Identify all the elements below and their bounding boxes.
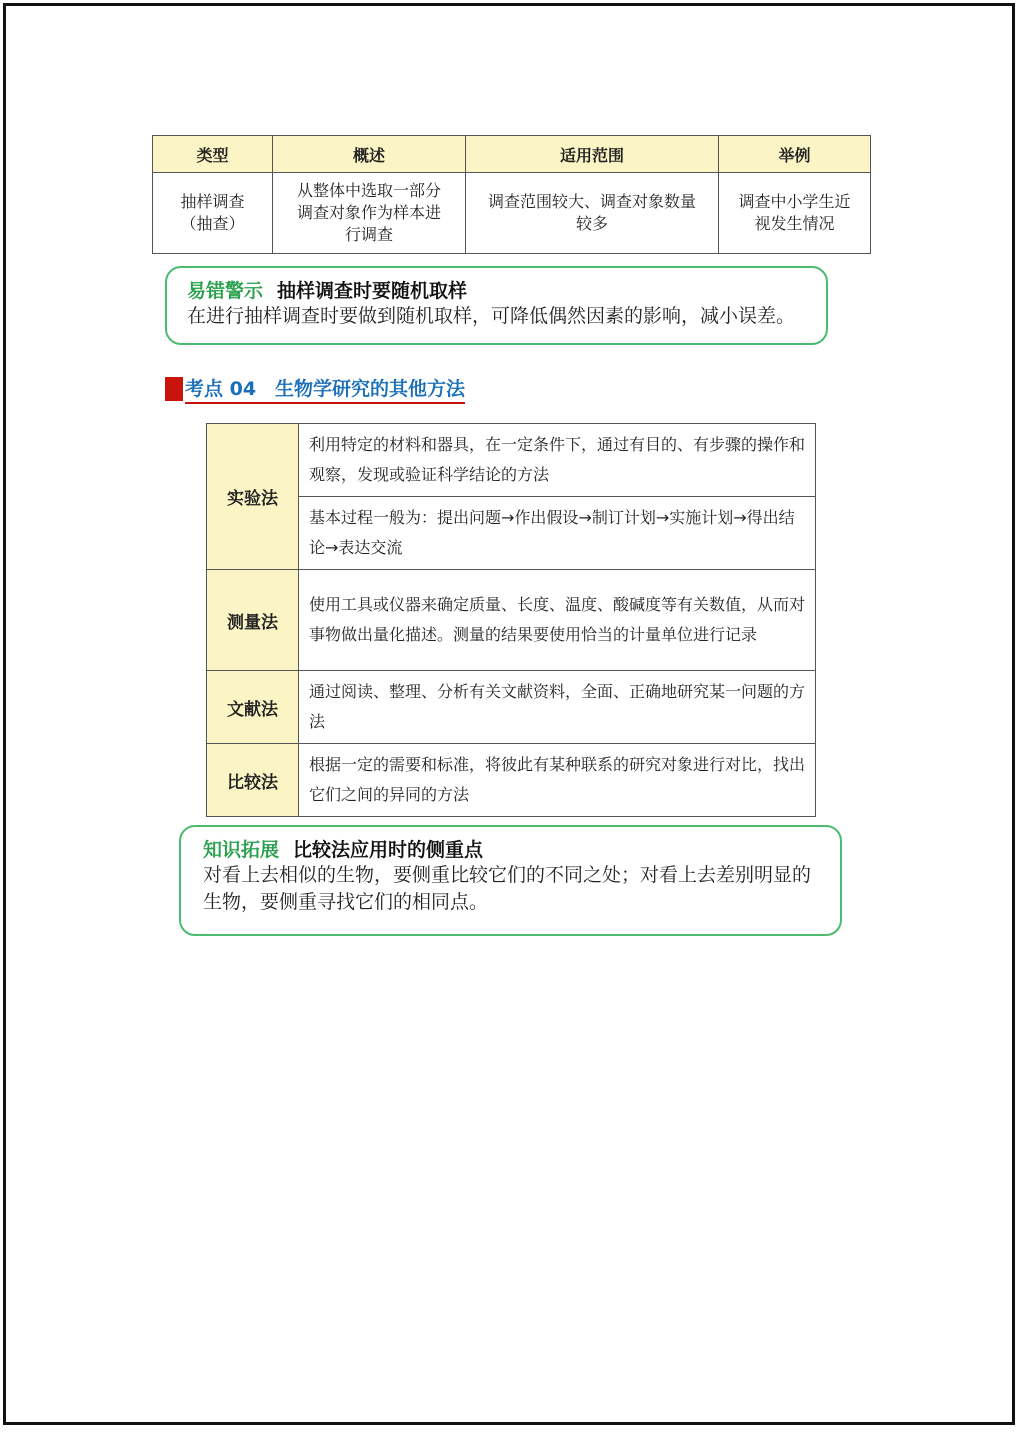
- extension-tag: 知识拓展: [203, 839, 280, 861]
- method-desc-experiment: 利用特定的材料和器具，在一定条件下，通过有目的、有步骤的操作和观察，发现或验证科学结论的方法: [299, 424, 816, 497]
- method-process-experiment: 基本过程一般为：提出问题→作出假设→制订计划→实施计划→得出结论→表达交流: [299, 497, 816, 570]
- warning-callout: [165, 266, 828, 345]
- table-row: [207, 671, 816, 744]
- header-type: 类型: [153, 136, 273, 173]
- table-header-row: [153, 136, 871, 173]
- sampling-survey-table: [152, 135, 871, 254]
- cell-overview: 从整体中选取一部分 调查对象作为样本进 行调查: [273, 173, 466, 254]
- header-scope: 适用范围: [466, 136, 719, 173]
- method-desc-comparison: 根据一定的需要和标准，将彼此有某种联系的研究对象进行对比，找出它们之间的异同的方法: [299, 744, 816, 817]
- warning-heading: [187, 276, 806, 303]
- header-overview: 概述: [273, 136, 466, 173]
- section-marker: [165, 377, 183, 401]
- table-row: [207, 424, 816, 497]
- method-desc-literature: 通过阅读、整理、分析有关文献资料，全面、正确地研究某一问题的方法: [299, 671, 816, 744]
- cell-example: 调查中小学生近 视发生情况: [719, 173, 871, 254]
- cell-type: 抽样调查 （抽查）: [153, 173, 273, 254]
- header-example: 举例: [719, 136, 871, 173]
- extension-heading: [203, 835, 818, 862]
- table-row: [207, 497, 816, 570]
- method-desc-measurement: 使用工具或仪器来确定质量、长度、温度、酸碱度等有关数值，从而对事物做出量化描述。测量的结果要使用恰当的计量单位进行记录: [299, 570, 816, 671]
- section-heading: [165, 375, 465, 403]
- section-title: 考点 04 生物学研究的其他方法: [185, 374, 465, 404]
- table-row: [153, 173, 871, 254]
- extension-callout: [179, 825, 842, 936]
- warning-tag: 易错警示: [187, 280, 264, 302]
- extension-body: 对看上去相似的生物，要侧重比较它们的不同之处；对看上去差别明显的生物，要侧重寻找它们的相同点。: [203, 864, 812, 913]
- cell-scope: 调查范围较大、调查对象数量 较多: [466, 173, 719, 254]
- warning-title: 抽样调查时要随机取样: [277, 280, 468, 302]
- table-row: [207, 744, 816, 817]
- method-name-experiment: 实验法: [207, 424, 299, 570]
- method-name-comparison: 比较法: [207, 744, 299, 817]
- table-row: [207, 570, 816, 671]
- warning-body: 在进行抽样调查时要做到随机取样，可降低偶然因素的影响，减小误差。: [187, 305, 796, 327]
- methods-table: [206, 423, 816, 817]
- method-name-measurement: 测量法: [207, 570, 299, 671]
- method-name-literature: 文献法: [207, 671, 299, 744]
- extension-title: 比较法应用时的侧重点: [293, 839, 484, 861]
